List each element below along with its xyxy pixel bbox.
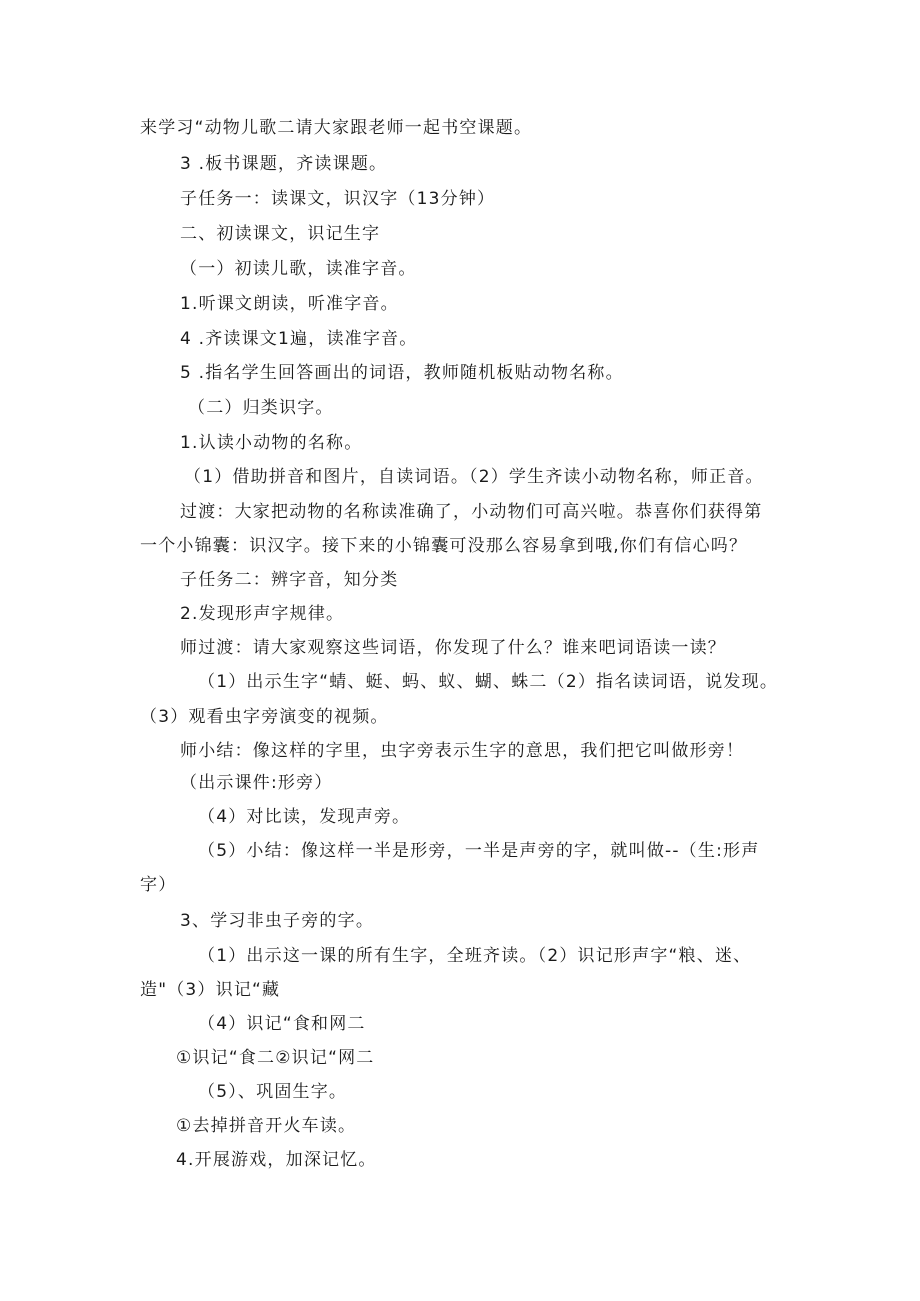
text-line: 二、初读课文，识记生字: [180, 224, 381, 244]
text-line: 1.认读小动物的名称。: [180, 433, 363, 453]
text-line: 子任务二：辨字音，知分类: [180, 570, 399, 590]
text-line: 5 .指名学生回答画出的词语，教师随机板贴动物名称。: [180, 363, 624, 383]
text-line: ①去掉拼音开火车读。: [176, 1116, 357, 1136]
text-line: 字）: [140, 875, 177, 895]
text-line: 一个小锦囊：识汉字。接下来的小锦囊可没那么容易拿到哦,你们有信心吗？: [140, 536, 748, 556]
text-line: （1）借助拼音和图片，自读词语。（2）学生齐读小动物名称，师正音。: [184, 467, 764, 487]
text-line: 3、学习非虫子旁的字。: [180, 911, 375, 931]
text-line: 来学习“动物儿歌二请大家跟老师一起书空课题。: [140, 118, 533, 138]
text-line: （5）小结：像这样一半是形旁，一半是声旁的字，就叫做--（生:形声: [198, 841, 760, 861]
text-line: 师小结：像这样的字里，虫字旁表示生字的意思，我们把它叫做形旁！: [180, 741, 745, 761]
text-line: （1）出示生字“蜻、蜓、蚂、蚁、蝴、蛛二（2）指名读词语，说发现。: [198, 672, 779, 692]
text-line: （出示课件:形旁）: [180, 773, 333, 793]
text-line: 2.发现形声字规律。: [180, 604, 345, 624]
text-line: （一）初读儿歌，读准字音。: [180, 259, 417, 279]
text-line: 过渡：大家把动物的名称读准确了，小动物们可高兴啦。恭喜你们获得第: [180, 502, 763, 522]
text-line: 4.开展游戏，加深记忆。: [176, 1150, 377, 1170]
text-line: 4 .齐读课文1遍，读准字音。: [180, 329, 418, 349]
text-line: 子任务一：读课文，识汉字（13分钟）: [180, 189, 496, 209]
text-line: 1.听课文朗读，听准字音。: [180, 294, 399, 314]
text-line: （5）、巩固生字。: [198, 1082, 348, 1102]
text-line: 造"（3）识记“藏: [140, 980, 281, 1000]
text-line: （4）对比读，发现声旁。: [198, 807, 411, 827]
text-line: 师过渡：请大家观察这些词语，你发现了什么？谁来吧词语读一读？: [180, 638, 726, 658]
text-line: （3）观看虫字旁演变的视频。: [140, 707, 389, 727]
text-line: ①识记“食二②识记“网二: [176, 1048, 375, 1068]
text-line: 3 .板书课题，齐读课题。: [180, 154, 388, 174]
text-line: （二）归类识字。: [188, 398, 334, 418]
text-line: （4）识记“食和网二: [198, 1014, 366, 1034]
text-line: （1）出示这一课的所有生字，全班齐读。（2）识记形声字“粮、迷、: [198, 946, 752, 966]
